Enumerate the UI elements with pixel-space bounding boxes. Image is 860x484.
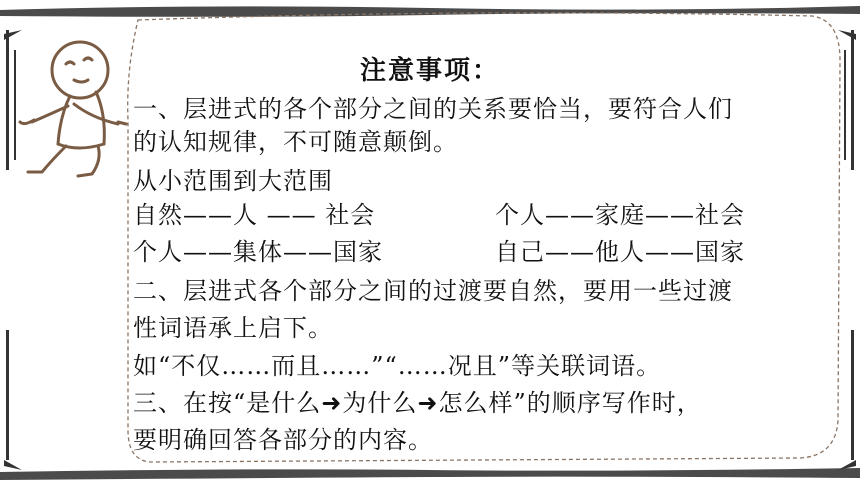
text-line-2: 的认知规律，不可随意颠倒。 [133, 128, 458, 156]
example-row-1-left: 自然——人 —— 社会 [133, 201, 376, 229]
text-line-1: 一、层进式的各个部分之间的关系要恰当，要符合人们 [133, 95, 733, 123]
example-row-1 [133, 200, 745, 230]
example-row-2-left: 个人——集体——国家 [133, 238, 383, 266]
example-row-1-right: 个人——家庭——社会 [495, 201, 745, 229]
text-line-6: 如“不仅……而且……”“……况且”等关联词语。 [133, 352, 662, 380]
example-row-2 [133, 237, 745, 267]
text-line-7: 三、在按“是什么➜为什么➜怎么样”的顺序写作时， [133, 389, 702, 417]
text-line-4: 二、层进式各个部分之间的过渡要自然，要用一些过渡 [133, 277, 733, 305]
text-line-5: 性词语承上启下。 [133, 314, 333, 342]
text-line-8: 要明确回答各部分的内容。 [133, 426, 433, 454]
text-line-3: 从小范围到大范围 [133, 167, 333, 195]
example-row-2-right: 自己——他人——国家 [495, 238, 745, 266]
page-title: 注意事项： [359, 56, 500, 86]
